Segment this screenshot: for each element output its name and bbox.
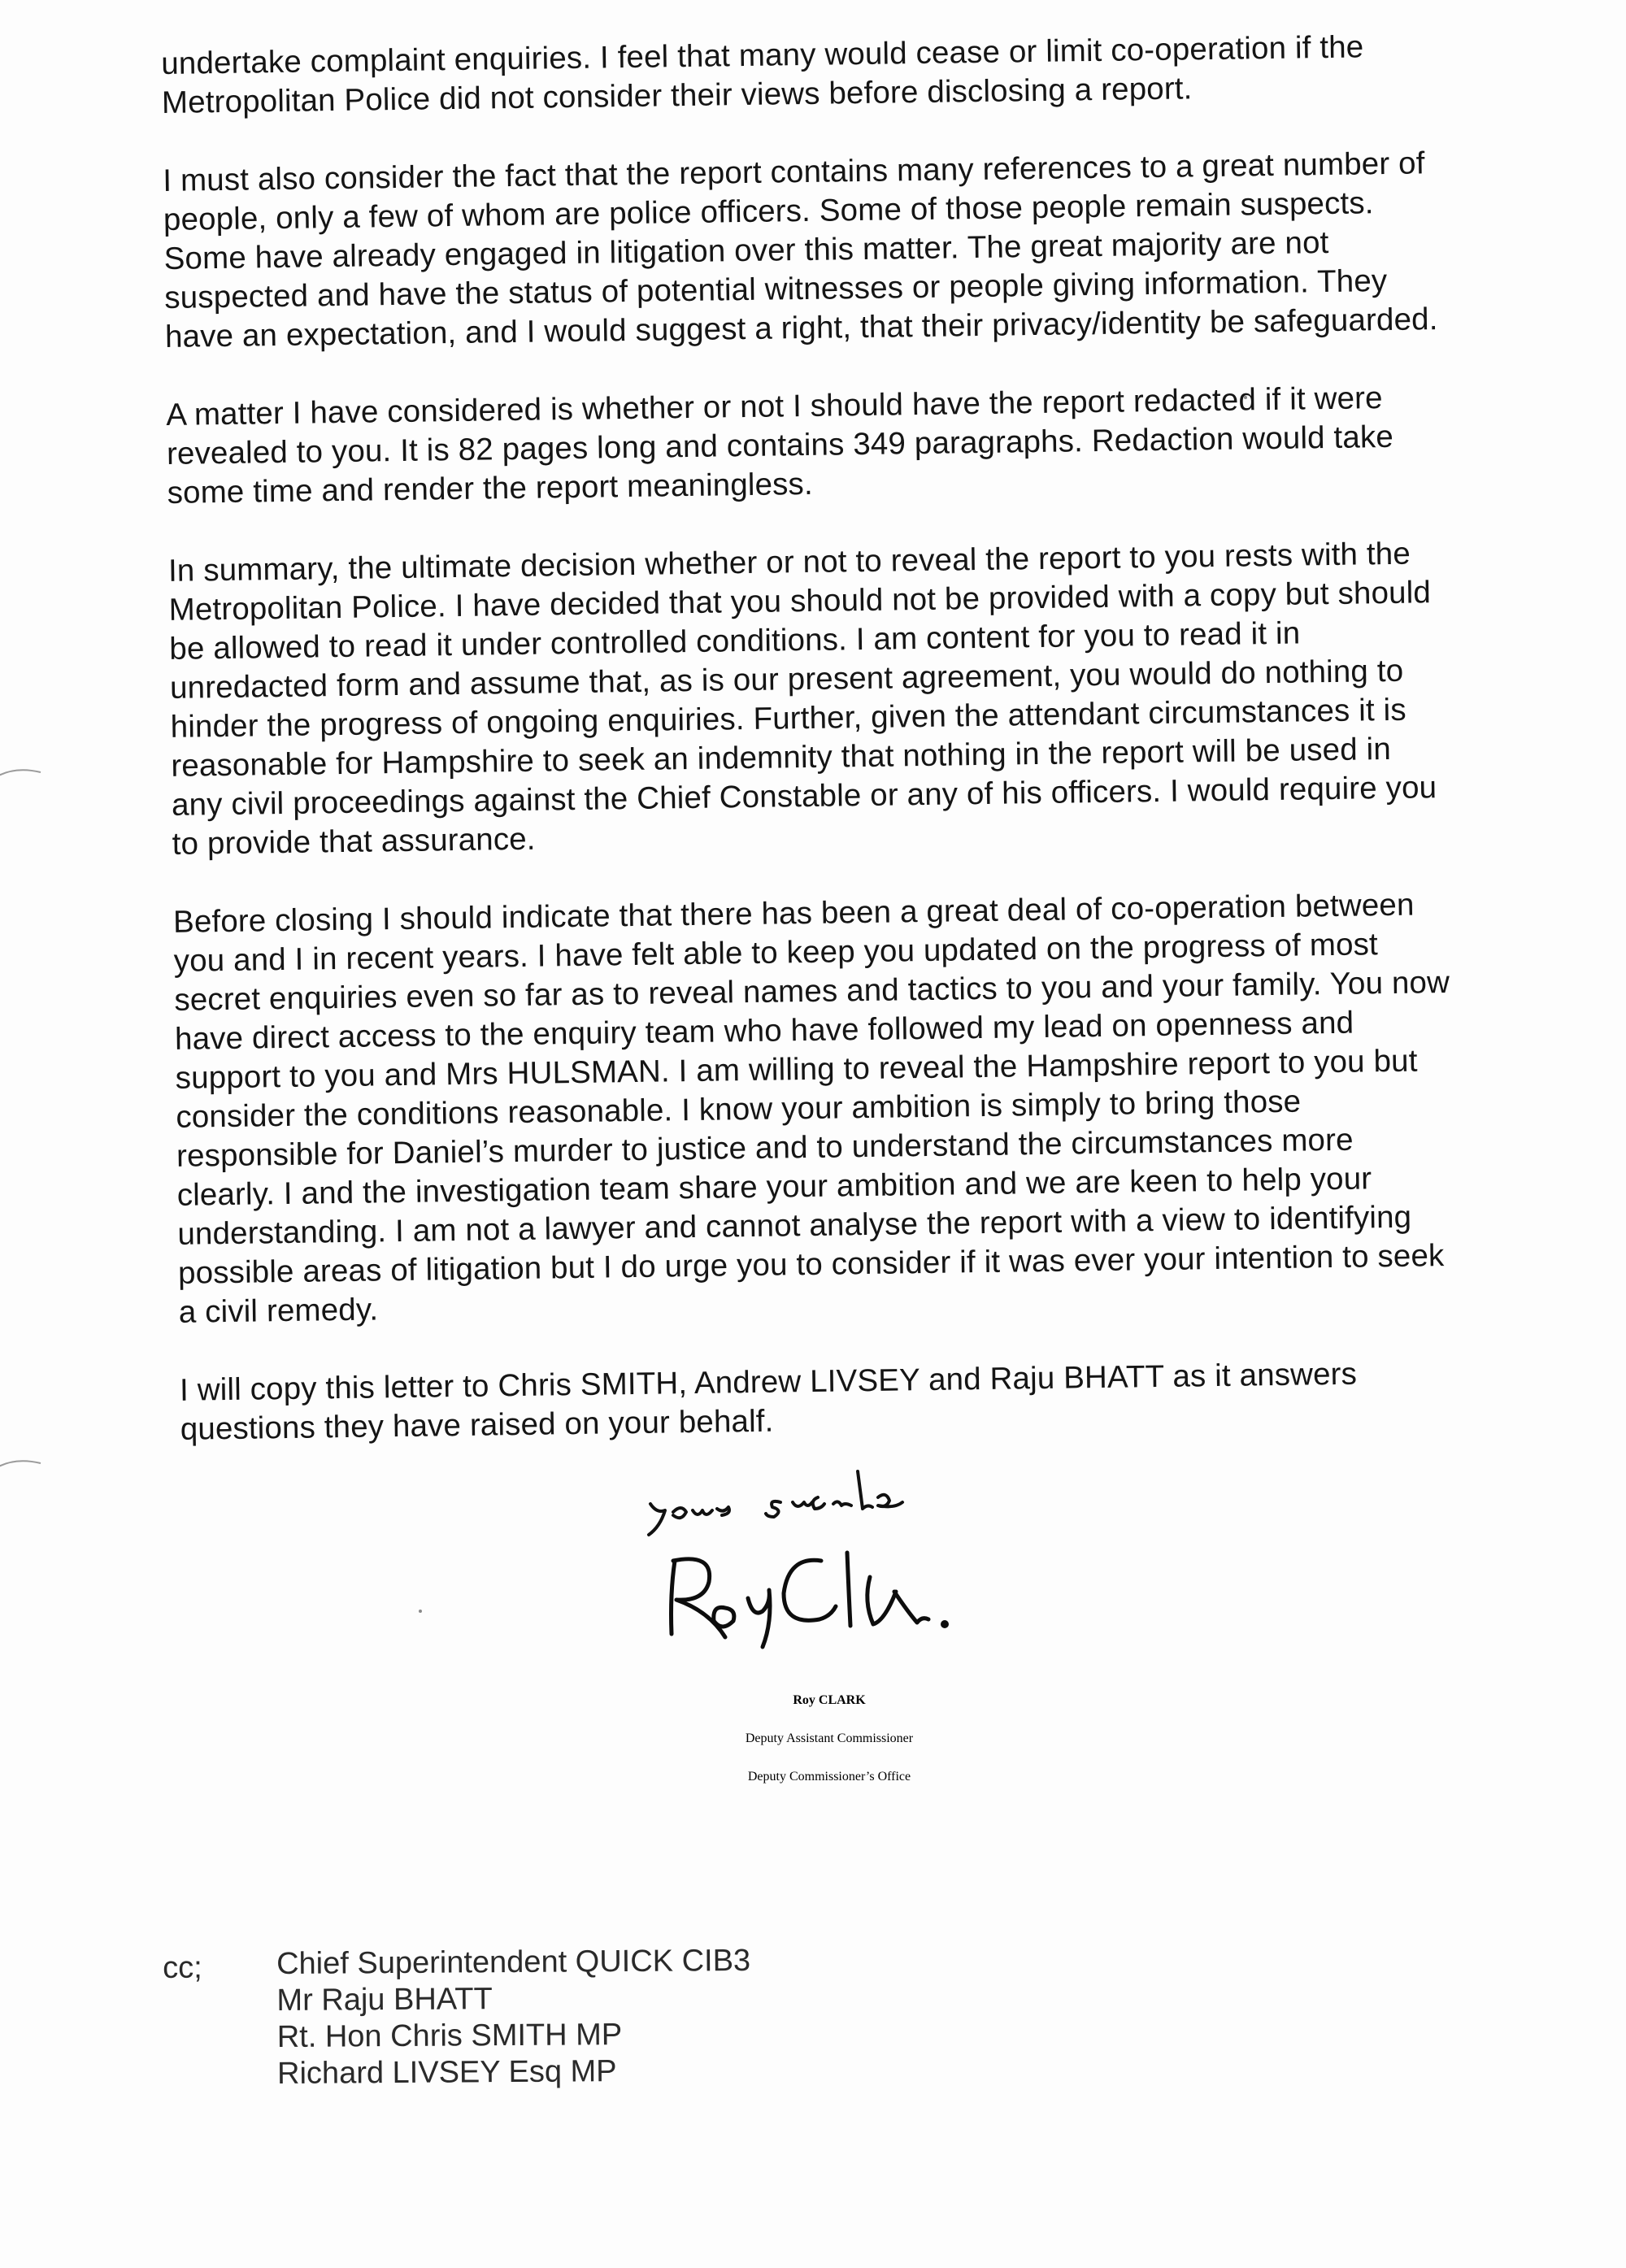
cc-list [276,1943,751,2092]
paragraph-3: A matter I have considered is whether or not I should have the report redacted if it were revealed to you. It is 82 pages long and contains 349 paragraphs. Redaction would take some time and render the report meaningless. [166,380,1394,511]
cc-recipient: Mr Raju BHATT [276,1982,493,2018]
signature-block [504,1439,1154,1927]
signatory-name: Roy CLARK [793,1693,866,1707]
paragraph-2: I must also consider the fact that the report contains many references to a great number of people, only a few of whom are police officers. Some of those people remain suspects. Some have already engaged in litigation over this matter. The great majority are not suspected and have the status of potential witnesses or people giving information. They have an expectation, and I would suggest a right, that their privacy/identity be safeguarded. [163,146,1438,354]
paragraph-1: undertake complaint enquiries. I feel that many would cease or limit co-operation if the Metropolitan Police did not consider their views before disclosing a report. [161,29,1364,120]
signatory-office: Deputy Commissioner’s Office [747,1770,911,1784]
paragraph-4: In summary, the ultimate decision whether or not to reveal the report to you rests with the Metropolitan Police. I have decided that you should not be provided with a copy but should be allowed to read it under controlled conditions. I am content for you to read it in unredacted form and assume that, as is our present agreement, you would do nothing to hinder the progress of ongoing enquiries. Further, given the attendant circumstances it is reasonable for Hampshire to seek an indemnity that nothing in the report will be used in any civil proceedings against the Chief Constable or any of his officers. I would require you to provide that assurance. [167,536,1437,862]
punch-hole-mark [0,1447,49,1496]
paragraph-6: I will copy this letter to Chris SMITH, Andrew LIVSEY and Raju BHATT as it answers questions they have raised on your behalf. [179,1356,1358,1447]
cc-block [163,1939,1301,2092]
cc-recipient: Richard LIVSEY Esq MP [276,2054,617,2092]
signoff [504,1681,1154,1796]
paragraph-5: Before closing I should indicate that there has been a great deal of co-operation between you and I in recent years. I have felt able to keep you updated on the progress of most secret enquiries even so far as to reveal names and tactics to you and your family. You now have direct access to the enquiry team who have followed my lead on openness and support to you and Mrs HULSMAN. I am willing to reveal the Hampshire report to you but consider the conditions reasonable. I know your ambition is simply to bring those responsible for Daniel’s murder to justice and to understand the circumstances more clearly. I and the investigation team share your ambition and we are keen to help your understanding. I am not a lawyer and cannot analyse the report with a view to identifying possible areas of litigation but I do urge you to consider if it was ever your intention to seek a civil remedy. [172,887,1450,1330]
signatory-title: Deputy Assistant Commissioner [745,1731,914,1745]
cc-recipient: Chief Superintendent QUICK CIB3 [276,1943,751,1982]
cc-label: cc; [163,1950,202,1985]
scan-speck [419,1610,422,1613]
letter-body [161,27,1458,1488]
cc-recipient: Rt. Hon Chris SMITH MP [276,2018,623,2055]
punch-hole-mark [0,756,49,805]
handwritten-signature [626,1439,1049,1683]
